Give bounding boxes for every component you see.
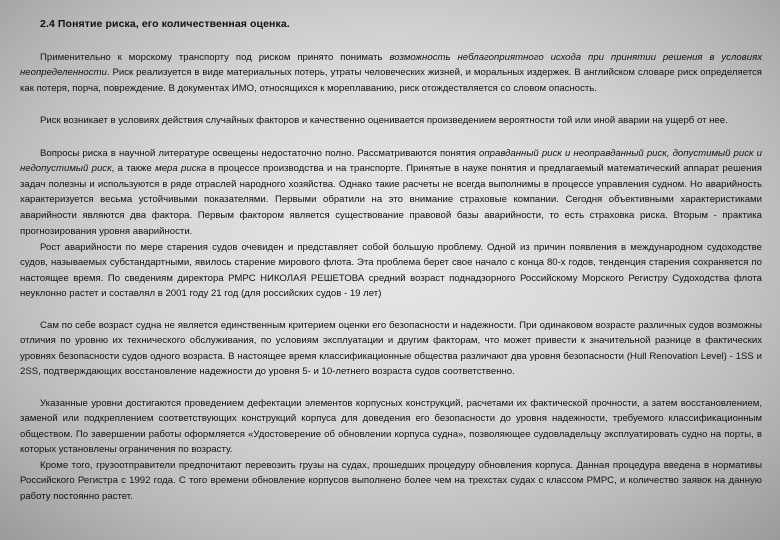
section-heading: 2.4 Понятие риска, его количественная оценка. bbox=[40, 18, 290, 30]
italic-text-run: оправданный риск и неоправданный риск, допустимый риск и недопустимый риск bbox=[20, 147, 763, 175]
text-run: Рост аварийности по мере старения судов очевиден и представляет собой большую проблему. Одной из причин появления в международном судоходстве судов, называемых субстандартными, явилось старение мирового флота. Эта проблема берет свое начало с конца 80-х годов, тенденция старения сохраняется по настоящее время. По сведениям директора РМРС НИКОЛАЯ РЕШЕТОВА средний возраст поднадзорного Российскому Морского Регистру Судоходства флота неуклонно растет и составлял в 2001 году 21 год (для российских судов - 19 лет) bbox=[20, 241, 762, 300]
italic-text-run: мера риска bbox=[155, 163, 207, 175]
paragraph bbox=[20, 318, 762, 380]
text-run: Вопросы риска в научной литературе освещены недостаточно полно. Рассматриваются понятия bbox=[40, 147, 480, 159]
text-run: . Риск реализуется в виде материальных потерь, утраты человеческих жизней, и моральных издержек. В английском словаре риск определяется как потеря, порча, повреждение. В документах ИМО, относящихся к мореплаванию, риск отождествляется со словом опасность. bbox=[20, 67, 762, 94]
text-run: в процессе производства и на транспорте. Принятые в науке понятия и предлагаемый математический аппарат решения задач полезны и используются в ряде отраслей народного хозяйства. Однако такие расчеты не всегда выполнимы в процессе управления судном. Но аварийность характеризуется весьма устойчивыми показателями. Первыми обратили на это внимание страховые компании. Сегодня объективными характеристиками аварийности являются два фактора. Первым фактором является существование правовой базы аварийности, то есть страховка риска. Вторым - практика прогнозирования уровня аварийности. bbox=[20, 163, 762, 237]
text-run: , а также bbox=[111, 163, 156, 175]
text-run: Применительно к морскому транспорту под риском принято понимать bbox=[40, 51, 390, 63]
paragraph bbox=[20, 240, 762, 302]
paragraph bbox=[20, 458, 762, 505]
paragraph bbox=[20, 146, 762, 240]
paragraph bbox=[20, 113, 762, 129]
text-run: Указанные уровни достигаются проведением дефектации элементов корпусных конструкций, расчетами их фактической прочности, а затем восстановлением, заменой или подкреплением соответствующих конструкций корпуса для доведения его безопасности до уровня надежности, требуемого классификационным обществом. По завершении работы оформляется «Удостоверение об обновлении корпуса судна», позволяющее судовладельцу эксплуатировать судно на порты, в которых установлены ограничения по возрасту. bbox=[20, 397, 762, 456]
text-run: Кроме того, грузоотправители предпочитают перевозить грузы на судах, прошедших процедуру обновления корпуса. Данная процедура введена в нормативы Российского Регистра с 1992 года. С того времени обновление корпусов выполнено более чем на трехстах судах с классом РМРС, и количество заявок на данную работу постоянно растет. bbox=[20, 459, 762, 502]
paragraph bbox=[20, 396, 762, 458]
italic-text-run: возможность неблагоприятного исхода при принятии решения в условиях неопределенности bbox=[20, 51, 762, 79]
text-run: Риск возникает в условиях действия случайных факторов и качественно оценивается произведением вероятности той или иной аварии на ущерб от нее. bbox=[40, 114, 728, 126]
text-run: Сам по себе возраст судна не является единственным критерием оценки его безопасности и надежности. При одинаковом возрасте различных судов возможны отличия по уровню их технического обслуживания, по условиям эксплуатации и другим факторам, что может привести к значительной разнице в фактических уровнях безопасности судов одного возраста. В настоящее время классификационные общества различают два уровня безопасности (Hull Renovation Level) - 1SS и 2SS, подтверждающих восстановление надежности до уровня 5- и 10-летнего возраста судов соответственно. bbox=[20, 319, 762, 378]
paragraph bbox=[20, 50, 762, 97]
